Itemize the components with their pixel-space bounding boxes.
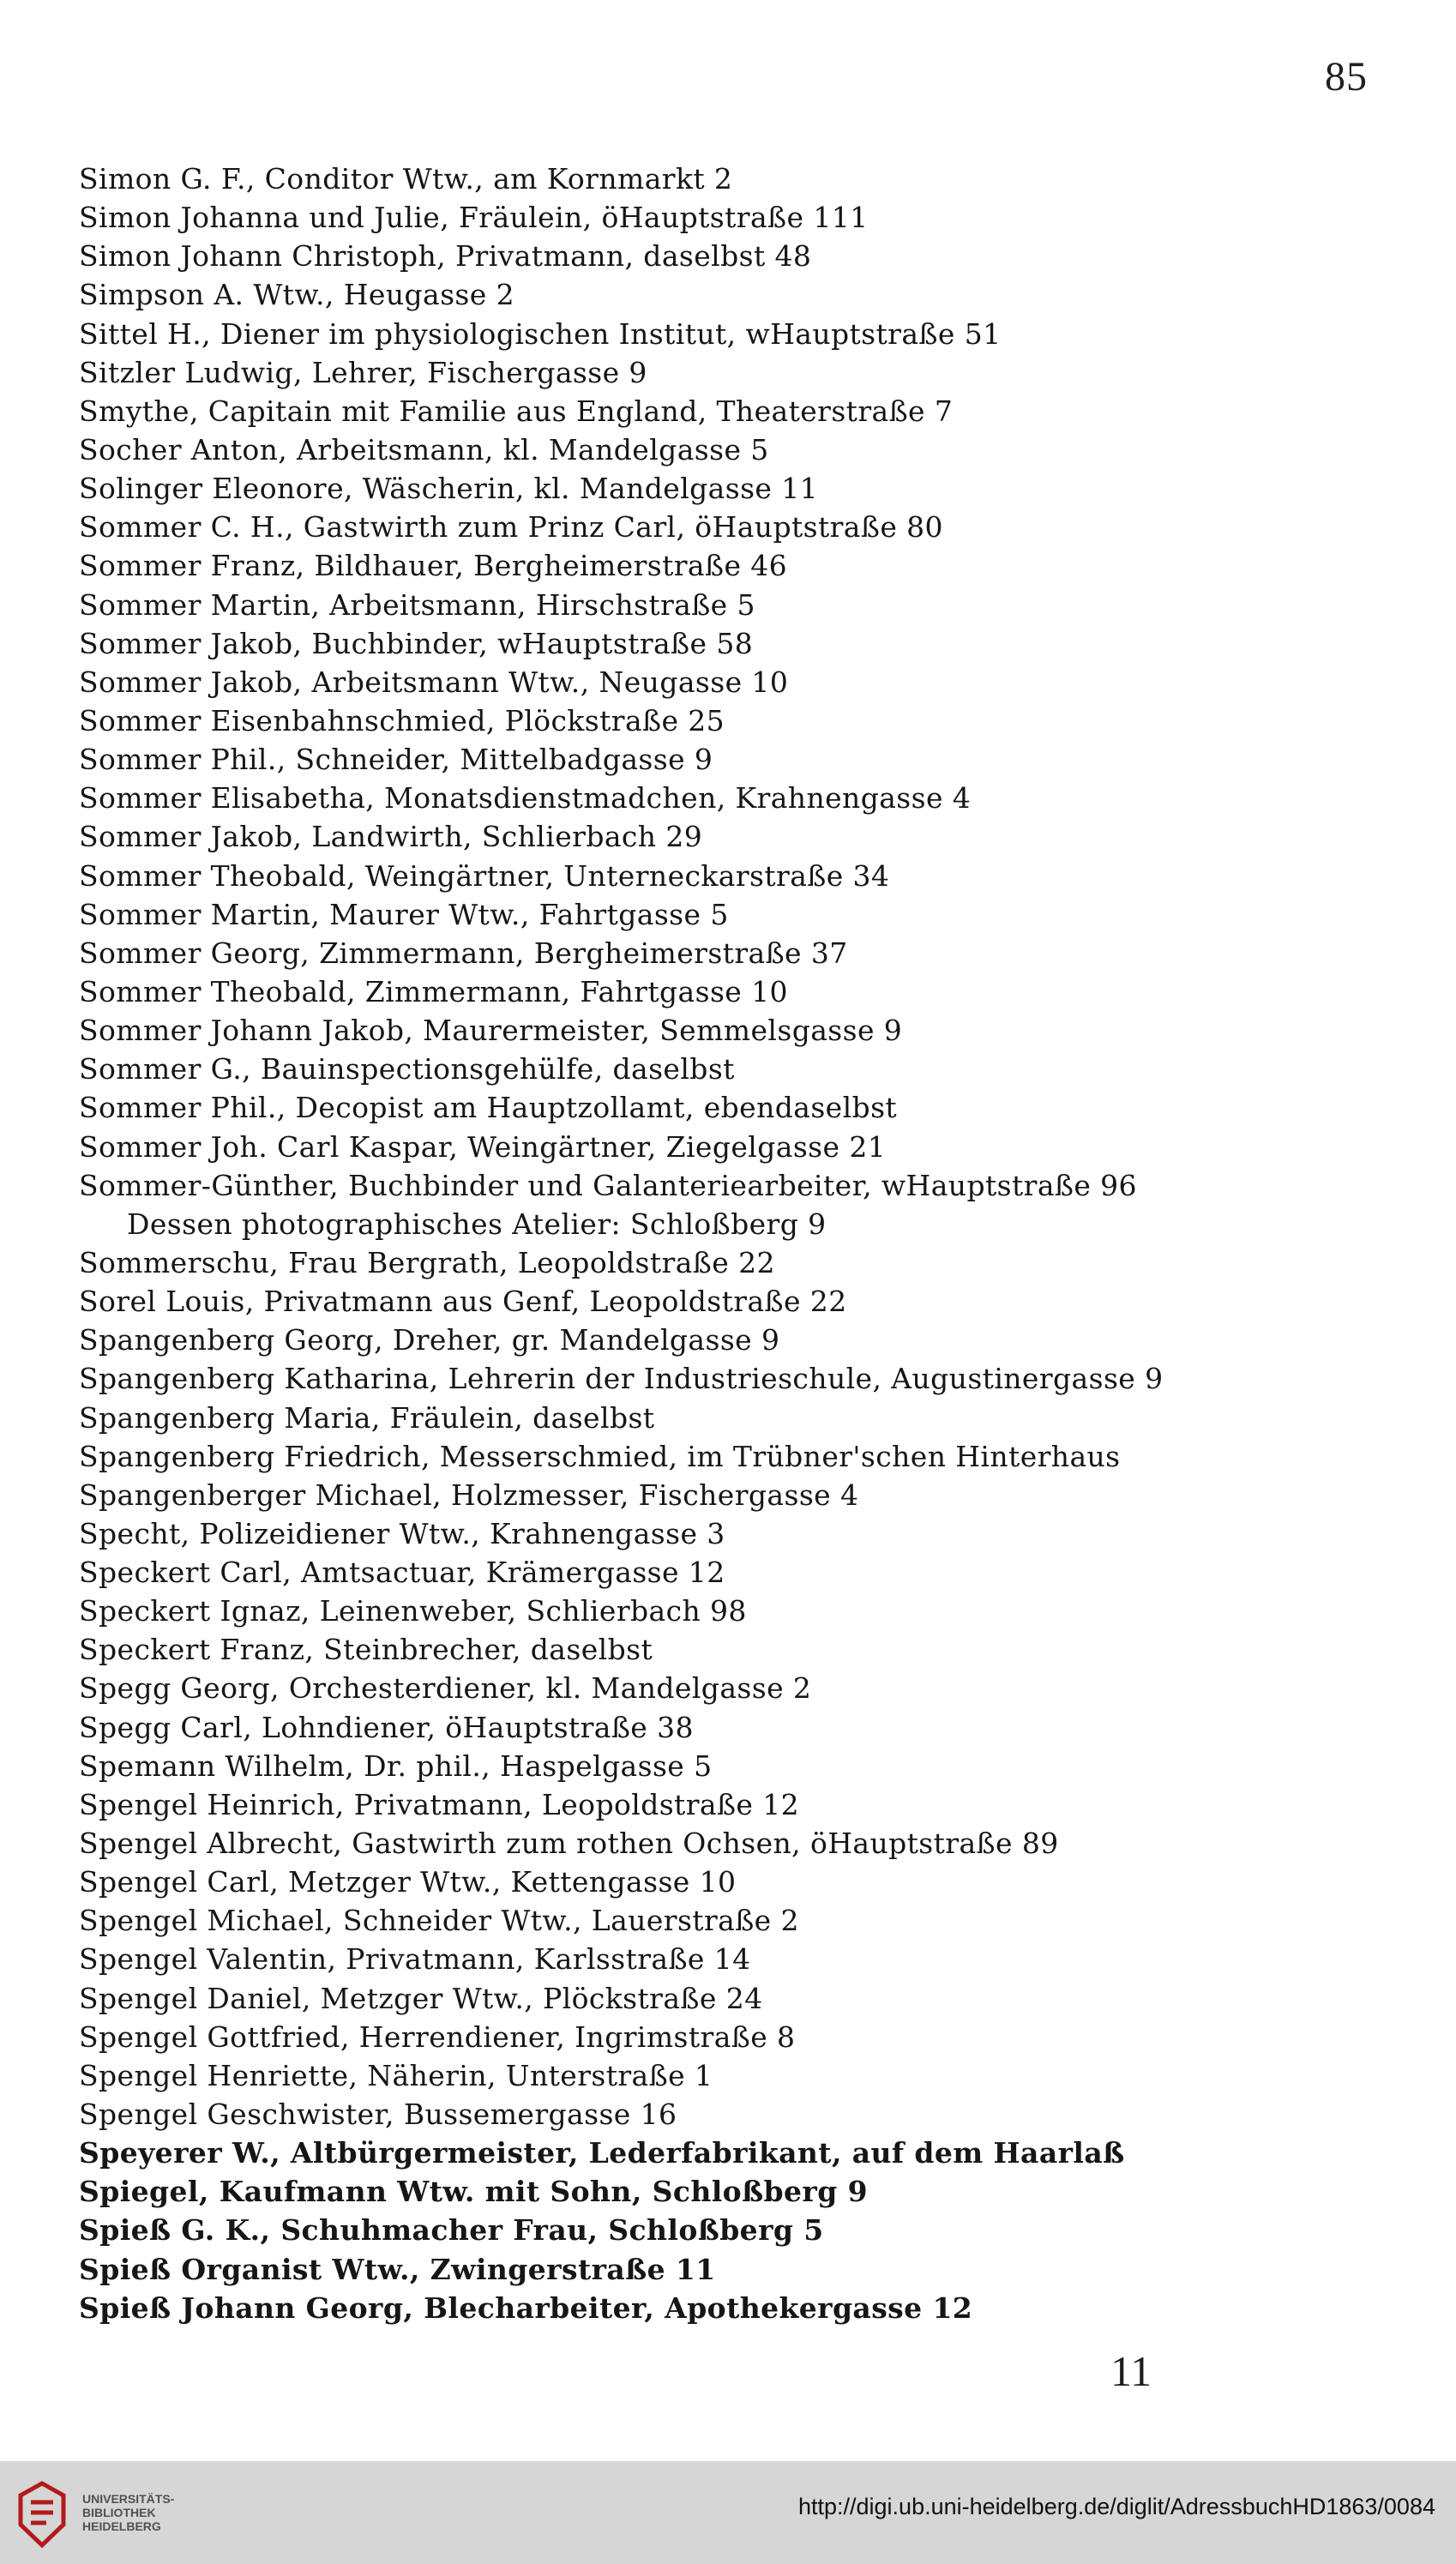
directory-entry: Spangenberg Friedrich, Messerschmied, im Trübner'schen Hinterhaus <box>79 1439 1121 1473</box>
directory-entry: Sommer Georg, Zimmermann, Bergheimerstraße 37 <box>79 936 848 970</box>
directory-entry: Speckert Ignaz, Leinenweber, Schlierbach 98 <box>79 1594 747 1628</box>
directory-entry: Spieß Organist Wtw., Zwingerstraße 11 <box>79 2252 716 2286</box>
directory-entry: Sommer Joh. Carl Kaspar, Weingärtner, Ziegelgasse 21 <box>79 1129 887 1164</box>
directory-entry: Spangenberg Maria, Fräulein, daselbst <box>79 1400 655 1435</box>
directory-entry: Spengel Henriette, Näherin, Unterstraße 1 <box>79 2058 713 2092</box>
directory-entry: Sommer Jakob, Arbeitsmann Wtw., Neugasse 10 <box>79 665 789 699</box>
directory-entry: Sorel Louis, Privatmann aus Genf, Leopoldstraße 22 <box>79 1285 847 1319</box>
directory-entry: Sommer Johann Jakob, Maurermeister, Semmelsgasse 9 <box>79 1014 903 1048</box>
directory-entry: Sommer Jakob, Landwirth, Schlierbach 29 <box>79 820 703 854</box>
directory-entry: Sommerschu, Frau Bergrath, Leopoldstraße 22 <box>79 1245 775 1279</box>
directory-entry: Smythe, Capitain mit Familie aus England, Theaterstraße 7 <box>79 394 954 428</box>
directory-entry: Spengel Gottfried, Herrendiener, Ingrimstraße 8 <box>79 2019 796 2054</box>
directory-entry-list <box>79 159 1417 2327</box>
directory-entry: Specht, Polizeidiener Wtw., Krahnengasse 3 <box>79 1516 725 1550</box>
directory-entry: Socher Anton, Arbeitsmann, kl. Mandelgasse 5 <box>79 432 769 466</box>
directory-entry: Spemann Wilhelm, Dr. phil., Haspelgasse 5 <box>79 1748 713 1783</box>
library-seal-icon <box>12 2480 72 2549</box>
viewer-footer <box>0 2461 1456 2564</box>
library-logo[interactable] <box>12 2480 192 2549</box>
directory-entry: Sommer Martin, Maurer Wtw., Fahrtgasse 5 <box>79 897 729 931</box>
directory-entry: Sommer C. H., Gastwirth zum Prinz Carl, öHauptstraße 80 <box>79 510 943 545</box>
directory-entry: Spangenberg Georg, Dreher, gr. Mandelgasse 9 <box>79 1323 780 1357</box>
directory-entry: Speyerer W., Altbürgermeister, Lederfabrikant, auf dem Haarlaß <box>79 2136 1125 2170</box>
directory-entry: Simon Johann Christoph, Privatmann, daselbst 48 <box>79 239 812 274</box>
signature-mark: 11 <box>1110 2347 1152 2395</box>
directory-entry: Sommer Theobald, Weingärtner, Unterneckarstraße 34 <box>79 858 890 893</box>
directory-entry: Sommer Phil., Decopist am Hauptzollamt, ebendaselbst <box>79 1091 898 1125</box>
directory-entry: Sommer Theobald, Zimmermann, Fahrtgasse 10 <box>79 974 788 1008</box>
directory-entry: Spengel Albrecht, Gastwirth zum rothen Ochsen, öHauptstraße 89 <box>79 1827 1059 1861</box>
directory-entry: Spegg Carl, Lohndiener, öHauptstraße 38 <box>79 1710 694 1744</box>
directory-entry: Simon G. F., Conditor Wtw., am Kornmarkt 2 <box>79 162 733 196</box>
source-url-link[interactable]: http://digi.ub.uni-heidelberg.de/diglit/AdressbuchHD1863/0084 <box>797 2494 1435 2519</box>
directory-entry: Spiegel, Kaufmann Wtw. mit Sohn, Schloßberg 9 <box>79 2175 868 2209</box>
directory-entry: Spengel Daniel, Metzger Wtw., Plöckstraße 24 <box>79 1981 763 2015</box>
library-name-line: BIBLIOTHEK <box>82 2506 156 2519</box>
directory-entry: Spangenberger Michael, Holzmesser, Fischergasse 4 <box>79 1478 859 1512</box>
library-name <box>82 2492 174 2533</box>
directory-entry: Sitzler Ludwig, Lehrer, Fischergasse 9 <box>79 355 647 389</box>
directory-entry: Spangenberg Katharina, Lehrerin der Industrieschule, Augustinergasse 9 <box>79 1362 1164 1396</box>
directory-entry: Sommer Franz, Bildhauer, Bergheimerstraße 46 <box>79 549 788 583</box>
directory-entry: Sommer Jakob, Buchbinder, wHauptstraße 58 <box>79 626 754 660</box>
directory-entry: Sommer Eisenbahnschmied, Plöckstraße 25 <box>79 703 725 737</box>
directory-entry: Sommer Elisabetha, Monatsdienstmadchen, Krahnengasse 4 <box>79 781 972 816</box>
page-number: 85 <box>1325 54 1368 99</box>
directory-entry: Spieß G. K., Schuhmacher Frau, Schloßberg 5 <box>79 2213 824 2248</box>
directory-entry: Spieß Johann Georg, Blecharbeiter, Apothekergasse 12 <box>79 2290 973 2325</box>
directory-entry: Spengel Heinrich, Privatmann, Leopoldstraße 12 <box>79 1787 800 1821</box>
directory-entry: Simpson A. Wtw., Heugasse 2 <box>79 278 514 312</box>
library-name-line: UNIVERSITÄTS- <box>82 2492 175 2506</box>
directory-entry: Sommer G., Bauinspectionsgehülfe, daselbst <box>79 1052 735 1086</box>
directory-entry: Speckert Franz, Steinbrecher, daselbst <box>79 1633 653 1667</box>
directory-entry: Speckert Carl, Amtsactuar, Krämergasse 12 <box>79 1556 725 1590</box>
directory-entry: Spengel Michael, Schneider Wtw., Lauerstraße 2 <box>79 1904 799 1938</box>
library-name-line: HEIDELBERG <box>82 2519 161 2533</box>
directory-entry: Simon Johanna und Julie, Fräulein, öHauptstraße 111 <box>79 201 869 235</box>
directory-entry: Solinger Eleonore, Wäscherin, kl. Mandelgasse 11 <box>79 472 819 506</box>
directory-entry: Spengel Geschwister, Bussemergasse 16 <box>79 2098 677 2132</box>
directory-entry: Sittel H., Diener im physiologischen Institut, wHauptstraße 51 <box>79 316 1002 351</box>
directory-entry: Spengel Valentin, Privatmann, Karlsstraße 14 <box>79 1942 751 1977</box>
directory-entry: Spegg Georg, Orchesterdiener, kl. Mandelgasse 2 <box>79 1671 812 1706</box>
directory-entry: Sommer Martin, Arbeitsmann, Hirschstraße 5 <box>79 587 755 622</box>
directory-entry: Spengel Carl, Metzger Wtw., Kettengasse 10 <box>79 1865 737 1899</box>
directory-entry: Sommer Phil., Schneider, Mittelbadgasse 9 <box>79 743 713 777</box>
directory-entry: Sommer-Günther, Buchbinder und Galanteriearbeiter, wHauptstraße 96 <box>79 1168 1137 1202</box>
directory-entry-continuation: Dessen photographisches Atelier: Schloßberg 9 <box>127 1207 827 1241</box>
